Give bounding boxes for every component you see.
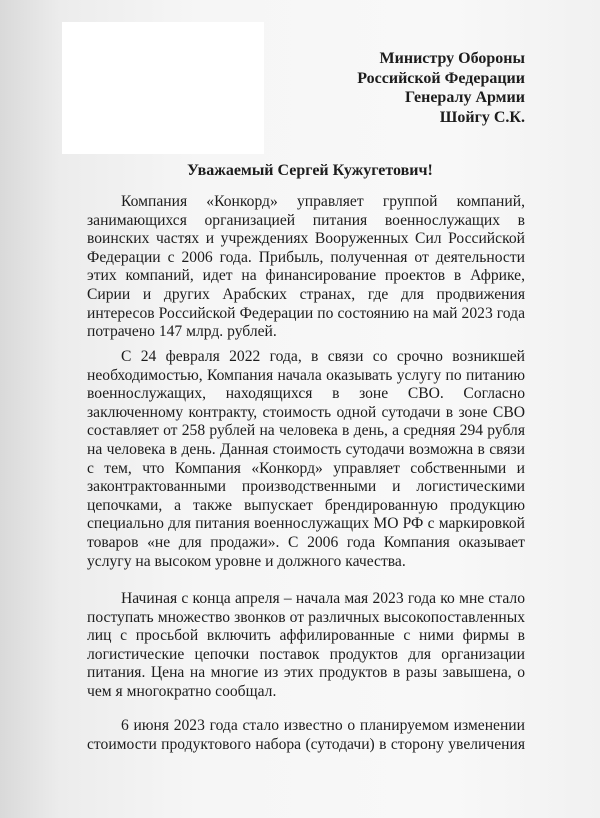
paragraph-1 (87, 193, 525, 342)
addressee-line: Министру Обороны (379, 50, 525, 67)
text-line: законтрактованными производственными и логистическими (87, 478, 525, 496)
addressee-line: Шойгу С.К. (439, 108, 525, 126)
text-line: стоимости продуктового набора (сутодачи) в сторону увеличения (87, 735, 525, 753)
text-line: питания. Цена на многие из этих продуктов в разы завышена, о (87, 664, 525, 682)
paragraph-2 (87, 348, 525, 571)
text-line: необходимостью, Компания начала оказывать услугу по питанию (87, 366, 525, 384)
text-line: Компания «Конкорд» управляет группой компаний, (121, 193, 525, 210)
text-line: 6 июня 2023 года стало известно о планируемом изменении (121, 717, 525, 734)
text-line: этих компаний, идет на финансирование проектов в Африке, (87, 267, 525, 285)
text-line: заключенному контракту, стоимость одной сутодачи в зоне СВО (87, 403, 525, 421)
text-line: интересов Российской Федерации по состоянию на май 2023 года (87, 304, 525, 322)
text-line: на человека в день. Данная стоимость сутодачи возможна в связи (87, 440, 525, 458)
paragraph-4 (87, 717, 525, 754)
text-line: специально для питания военнослужащих МО РФ с маркировкой (87, 515, 525, 533)
text-line: поступать множество звонков от различных высокопоставленных (87, 608, 525, 626)
text-line: составляет от 258 рублей на человека в день, а средняя 294 рубля (87, 422, 525, 440)
text-line: Начиная с конца апреля – начала мая 2023 года ко мне стало (121, 590, 525, 607)
paragraph-3 (87, 590, 525, 702)
text-line: Сирии и других Арабских странах, где для продвижения (87, 285, 525, 303)
text-line: с тем, что Компания «Конкорд» управляет собственными и (87, 459, 525, 477)
text-line: логистические цепочки поставок продуктов для организации (87, 645, 525, 663)
addressee-line: Российской Федерации (357, 69, 525, 87)
text-line: занимающихся организацией питания военнослужащих в (87, 211, 525, 229)
text-line: Федерации с 2006 года. Прибыль, полученная от деятельности (87, 248, 525, 266)
text-line: чем я многократно сообщал. (87, 682, 277, 700)
text-line: лиц с просьбой включить аффилированные с ними фирмы в (87, 627, 525, 645)
text-line: товаров «не для продажи». С 2006 года Компания оказывает (87, 533, 525, 551)
addressee-block (357, 49, 525, 127)
text-line: цепочками, а также выпускает брендированную продукцию (87, 496, 525, 514)
text-line: С 24 февраля 2022 года, в связи со срочно возникшей (121, 348, 525, 365)
addressee-line: Генералу Армии (405, 89, 525, 106)
text-line: военнослужащих, находящихся в зоне СВО. Согласно (87, 385, 525, 403)
salutation: Уважаемый Сергей Кужугетович! (187, 162, 433, 179)
redacted-area (62, 22, 264, 154)
text-line: услугу на высоком уровне и должного качества. (87, 552, 406, 570)
text-line: воинских частях и учреждениях Вооруженных Сил Российской (87, 230, 525, 248)
text-line: потрачено 147 млрд. рублей. (87, 323, 277, 341)
